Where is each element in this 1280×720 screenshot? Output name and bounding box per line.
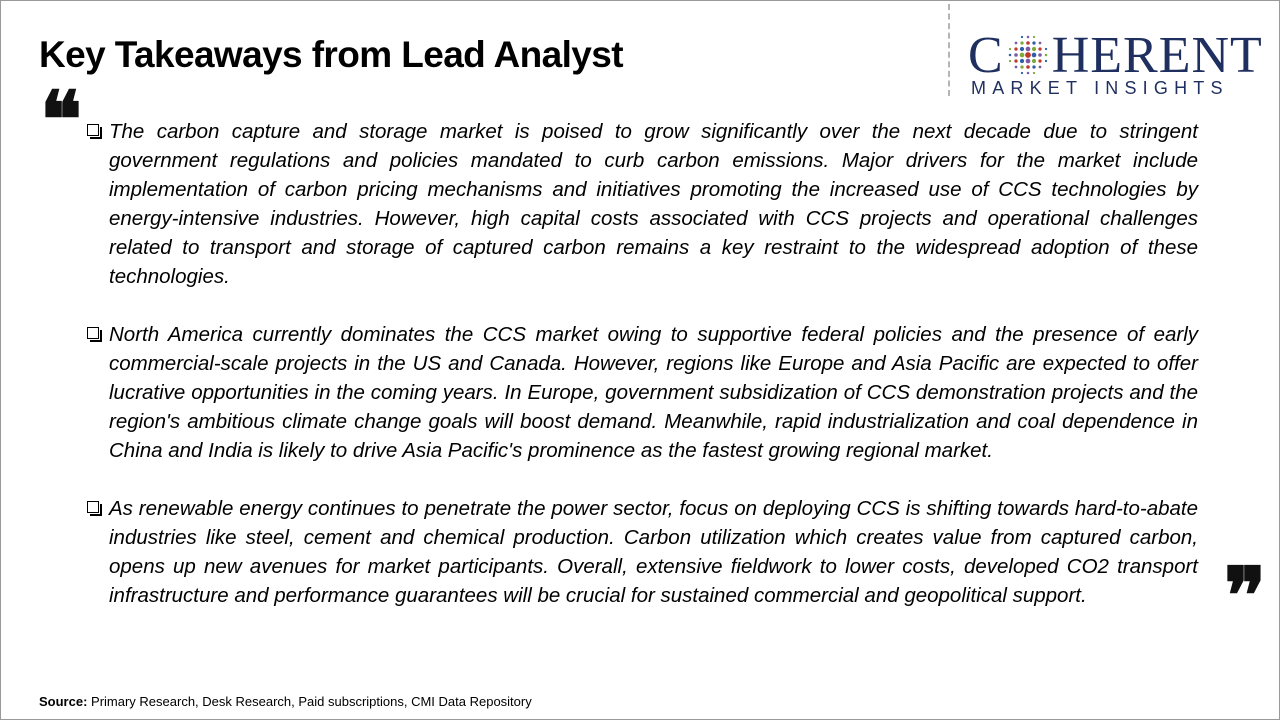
takeaway-item (86, 320, 1198, 465)
source-text: Primary Research, Desk Research, Paid subscriptions, CMI Data Repository (87, 694, 532, 709)
globe-dot (1033, 72, 1035, 74)
globe-dot (1026, 65, 1030, 69)
globe-dot (1025, 52, 1031, 58)
company-logo (968, 27, 1263, 100)
logo-word-left: C (968, 27, 1004, 84)
takeaway-item (86, 117, 1198, 291)
globe-dot (1038, 66, 1041, 69)
globe-dot (1032, 47, 1036, 51)
globe-dot (1021, 36, 1023, 38)
globe-dot (1038, 59, 1041, 62)
globe-dot (1038, 53, 1042, 57)
globe-dot (1008, 54, 1011, 57)
checkbox-bullet-icon (87, 501, 99, 513)
source-label: Source: (39, 694, 88, 709)
globe-dot (1038, 42, 1041, 45)
takeaway-text: The carbon capture and storage market is poised to grow significantly over the next decade due to stringent government regulations and policies mandated to curb carbon emissions. Major drivers for the market include implementation of carbon pricing mechanisms and initiatives promoting the increased use of CCS technologies by energy-intensive industries. However, high capital costs associated with CCS projects and operational challenges related to transport and storage of captured carbon remains a key restraint to the widespread adoption of these technologies. (109, 120, 1198, 288)
checkbox-bullet-icon (87, 327, 99, 339)
logo-word-right: HERENT (1051, 27, 1263, 84)
globe-dot (1014, 47, 1017, 50)
globe-dot (1019, 53, 1024, 58)
globe-dot (1033, 36, 1035, 38)
globe-dot (1009, 60, 1011, 62)
globe-dot (1020, 65, 1023, 68)
checkbox-bullet-icon (87, 124, 99, 136)
globe-dot (1026, 41, 1030, 45)
globe-dot (1014, 59, 1017, 62)
globe-dot (1032, 65, 1035, 68)
globe-dot (1032, 41, 1035, 44)
globe-dot (1020, 59, 1024, 63)
globe-dot (1025, 59, 1030, 64)
globe-dot (1020, 41, 1023, 44)
logo-subtitle: MARKET INSIGHTS (971, 78, 1229, 98)
globe-dot (1045, 60, 1047, 62)
globe-dot (1014, 42, 1017, 45)
globe-dot (1045, 48, 1047, 50)
takeaway-item (86, 494, 1198, 610)
source-note (39, 694, 532, 709)
globe-dot (1032, 59, 1036, 63)
globe-dot (1038, 47, 1041, 50)
globe-dot (1014, 66, 1017, 69)
globe-icon (1005, 32, 1051, 78)
header-divider (948, 4, 950, 96)
page-title: Key Takeaways from Lead Analyst (39, 34, 623, 75)
globe-dot (1020, 47, 1024, 51)
globe-dot (1026, 36, 1029, 39)
globe-dot (1026, 72, 1029, 75)
globe-dot (1014, 53, 1018, 57)
takeaway-list (86, 117, 1198, 639)
globe-dot (1044, 54, 1047, 57)
logo-wordmark (968, 27, 1263, 84)
globe-dot (1021, 72, 1023, 74)
takeaway-text: As renewable energy continues to penetrate the power sector, focus on deploying CCS is shifting towards hard-to-abate industries like steel, cement and chemical production. Carbon utilization which creates value from captured carbon, opens up new avenues for market participants. Overall, extensive fieldwork to lower costs, developed CO2 transport infrastructure and performance guarantees will be crucial for sustained commercial and geopolitical support. (109, 497, 1198, 607)
globe-dot (1025, 47, 1030, 52)
close-quote-icon: ❞ (1224, 551, 1266, 642)
globe-dot (1009, 48, 1011, 50)
open-quote-icon: ❝ (40, 75, 82, 166)
takeaway-text: North America currently dominates the CCS market owing to supportive federal policies and the presence of early commercial-scale projects in the US and Canada. However, regions like Europe and Asia Pacific are expected to offer lucrative opportunities in the coming years. In Europe, government subsidization of CCS demonstration projects and the region's ambitious climate change goals will boost demand. Meanwhile, rapid industrialization and coal dependence in China and India is likely to drive Asia Pacific's prominence as the fastest growing regional market. (109, 323, 1198, 462)
globe-dot (1031, 53, 1036, 58)
